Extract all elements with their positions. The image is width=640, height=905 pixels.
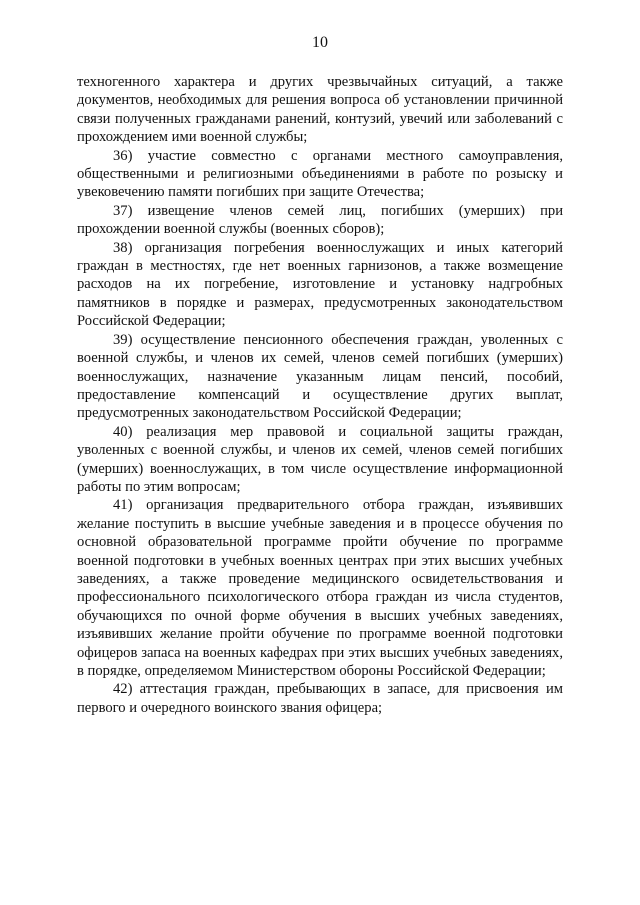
paragraph-item-39: 39) осуществление пенсионного обеспечения граждан, уволенных с военной службы, и членов их семей, членов семей погибших (умерших) военнослужащих, назначение указанным лицам пенсий, пособий, предоставление компенсаций и осуществление других выплат, предусмотренных законодательством Российской Федерации;: [77, 331, 563, 422]
paragraph-item-40: 40) реализация мер правовой и социальной защиты граждан, уволенных с военной службы, и членов их семей, членов семей погибших (умерших) военнослужащих, в том числе осуществление информационной работы по этим вопросам;: [77, 423, 563, 495]
paragraph-item-38: 38) организация погребения военнослужащих и иных категорий граждан в местностях, где нет военных гарнизонов, а также возмещение расходов на их погребение, изготовление и установку надгробных памятников в порядке и размерах, предусмотренных законодательством Российской Федерации;: [77, 239, 563, 330]
paragraph-item-41: 41) организация предварительного отбора граждан, изъявивших желание поступить в высшие учебные заведения и в процессе обучения по основной образовательной программе пройти обучение по программе военной подготовки в учебных военных центрах при этих высших учебных заведениях, а также проведение медицинского освидетельствования и профессионального психологического отбора граждан из числа студентов, обучающихся по очной форме обучения в высших учебных заведениях, изъявивших желание пройти обучение по программе военной подготовки офицеров запаса на военных кафедрах при этих высших учебных заведениях, в порядке, определяемом Министерством обороны Российской Федерации;: [77, 497, 563, 679]
paragraph-continued: техногенного характера и других чрезвычайных ситуаций, а также документов, необходимых для решения вопроса об установлении причинной связи полученных гражданами ранений, контузий, увечий или заболеваний с прохождением ими военной службы;: [77, 74, 563, 146]
page-number: 10: [312, 34, 328, 51]
paragraph-item-42: 42) аттестация граждан, пребывающих в запасе, для присвоения им первого и очередного воинского звания офицера;: [77, 681, 563, 716]
paragraph-item-37: 37) извещение членов семей лиц, погибших (умерших) при прохождении военной службы (военных сборов);: [77, 202, 563, 238]
paragraph-item-36: 36) участие совместно с органами местного самоуправления, общественными и религиозными объединениями в работе по розыску и увековечению памяти погибших при защите Отечества;: [77, 147, 563, 201]
document-body: [77, 73, 563, 717]
